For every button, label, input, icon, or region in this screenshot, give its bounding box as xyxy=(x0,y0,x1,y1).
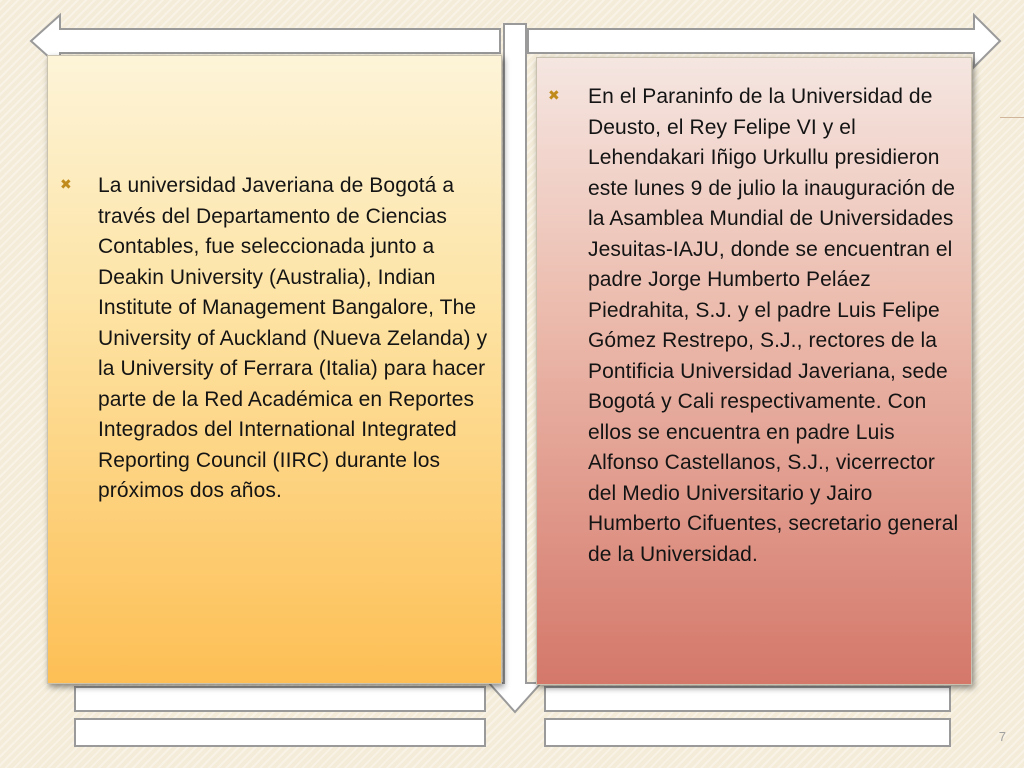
right-paragraph: En el Paraninfo de la Universidad de Deusto, el Rey Felipe VI y el Lehendakari Iñigo Urkullu presidieron este lunes 9 de julio la inauguración de la Asamblea Mundial de Universidades Jesuitas-IAJU, donde se encuentran el padre Jorge Humberto Peláez Piedrahita, S.J. y el padre Luis Felipe Gómez Restrepo, S.J., rectores de la Pontificia Universidad Javeriana, sede Bogotá y Cali respectivamente. Con ellos se encuentra en padre Luis Alfonso Castellanos, S.J., vicerrector del Medio Universitario y Jairo Humberto Cifuentes, secretario general de la Universidad. xyxy=(588,85,959,566)
bottom-bar-right-upper xyxy=(545,687,950,711)
bottom-bar-left-lower xyxy=(75,719,485,746)
bullet-x-icon: ✖ xyxy=(60,176,72,192)
page-number: 7 xyxy=(998,729,1006,744)
left-paragraph: La universidad Javeriana de Bogotá a través del Departamento de Ciencias Contables, fue seleccionada junto a Deakin University (Australia), Indian Institute of Management Bangalore, The University of Auckland (Nueva Zelanda) y la University of Ferrara (Italia) para hacer parte de la Red Académica en Reportes Integrados del International Integrated Reporting Council (IIRC) durante los próximos dos años. xyxy=(98,174,488,502)
decorative-rule xyxy=(1000,117,1024,118)
left-bullet-item xyxy=(60,171,490,507)
right-bullet-item xyxy=(548,82,968,570)
bullet-x-icon: ✖ xyxy=(548,87,560,103)
bottom-bar-right-lower xyxy=(545,719,950,746)
bottom-bar-left-upper xyxy=(75,687,485,711)
